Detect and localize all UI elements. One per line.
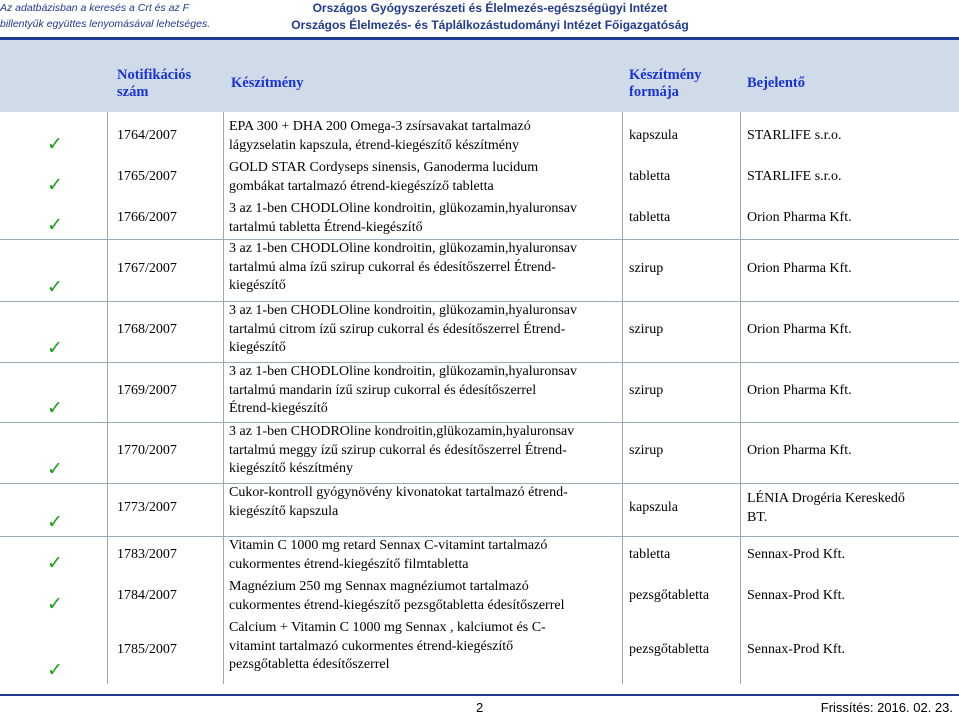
notifier: Orion Pharma Kft. <box>747 209 852 225</box>
column-header-notification-line1: Notifikációs <box>117 67 192 83</box>
product-description-line: 3 az 1-ben CHODROline kondroitin,glükozamin,hyaluronsav <box>229 424 575 439</box>
checkmark-icon: ✓ <box>47 337 63 359</box>
notifier: Orion Pharma Kft. <box>747 322 852 337</box>
column-header-form-line1: Készítmény <box>629 67 702 83</box>
product-description-line: Cukor-kontroll gyógynövény kivonatokat tartalmazó étrend- <box>229 485 568 500</box>
product-form: kapszula <box>629 128 678 143</box>
institute-title-line2: Országos Élelmezés- és Táplálkozástudományi Intézet Főigazgatóság <box>291 18 689 32</box>
product-description-line: pezsgőtabletta édesítőszerrel <box>229 657 390 672</box>
product-description-line: 3 az 1-ben CHODLOline kondroitin, glükozamin,hyaluronsav <box>229 201 577 216</box>
product-description-line: tartalmú citrom ízű szirup cukorral és édesítőszerrel Étrend- <box>229 321 566 337</box>
product-description-line: GOLD STAR Cordyseps sinensis, Ganoderma lucidum <box>229 160 539 175</box>
checkmark-icon: ✓ <box>47 659 63 681</box>
notifier: Sennax-Prod Kft. <box>747 588 845 603</box>
notifier: Sennax-Prod Kft. <box>747 641 845 657</box>
notification-number: 1764/2007 <box>117 128 177 143</box>
footer-divider <box>0 694 959 696</box>
checkmark-icon: ✓ <box>47 133 63 155</box>
product-form: pezsgőtabletta <box>629 641 710 657</box>
notifier-line1: LÉNIA Drogéria Kereskedő <box>747 491 905 506</box>
notification-number: 1783/2007 <box>117 547 177 562</box>
checkmark-icon: ✓ <box>47 397 63 419</box>
product-form: szirup <box>629 443 664 458</box>
column-header-product: Készítmény <box>231 75 304 91</box>
product-description-line: Calcium + Vitamin C 1000 mg Sennax , kalciumot és C- <box>229 620 546 635</box>
column-header-notifier: Bejelentő <box>747 75 805 91</box>
product-description-line: 3 az 1-ben CHODLOline kondroitin, glükozamin,hyaluronsav <box>229 303 577 318</box>
notification-number: 1769/2007 <box>117 382 177 398</box>
checkmark-icon: ✓ <box>47 511 63 533</box>
product-description <box>229 484 619 521</box>
checkmark-icon: ✓ <box>47 214 63 236</box>
column-header-notification-line2: szám <box>117 84 149 100</box>
product-description-line: 3 az 1-ben CHODLOline kondroitin, glükozamin,hyaluronsav <box>229 241 577 256</box>
product-description-line: cukormentes étrend-kiegészítő pezsgőtabletta édesítőszerrel <box>229 597 565 613</box>
product-description-line: lágyzselatin kapszula, étrend-kiegészítő készítmény <box>229 137 520 153</box>
notifier: STARLIFE s.r.o. <box>747 128 842 143</box>
product-description-line: kiegészítő kapszula <box>229 503 339 519</box>
product-description-line: 3 az 1-ben CHODLOline kondroitin, glükozamin,hyaluronsav <box>229 364 577 379</box>
notification-number: 1785/2007 <box>117 641 177 657</box>
page-number: 2 <box>476 700 484 715</box>
notification-number: 1784/2007 <box>117 588 177 603</box>
notifier: Orion Pharma Kft. <box>747 382 852 398</box>
notification-number: 1768/2007 <box>117 322 177 337</box>
product-description-line: kiegészítő <box>229 340 286 355</box>
product-description-line: gombákat tartalmazó étrend-kiegészíző tabletta <box>229 178 494 194</box>
product-description <box>229 537 619 574</box>
column-header-form-line2: formája <box>629 84 679 100</box>
table-header <box>0 40 959 112</box>
product-description <box>229 240 619 296</box>
product-description-line: kiegészítő készítmény <box>229 461 354 476</box>
notification-number: 1770/2007 <box>117 443 177 458</box>
product-description <box>229 619 619 675</box>
notifier-line2: BT. <box>747 509 768 525</box>
checkmark-icon: ✓ <box>47 276 63 298</box>
product-description <box>229 200 619 237</box>
product-description-line: tartalmú mandarin ízű szirup cukorral és édesítőszerrel <box>229 382 537 398</box>
column-divider <box>223 112 224 684</box>
product-description-line: Étrend-kiegészítő <box>229 401 328 416</box>
checkmark-icon: ✓ <box>47 552 63 574</box>
product-form: kapszula <box>629 500 678 515</box>
notifier <box>747 490 905 527</box>
product-description-line: tartalmú alma ízű szirup cukorral és édesítőszerrel Étrend- <box>229 259 556 275</box>
product-form: tabletta <box>629 547 671 562</box>
product-description-line: EPA 300 + DHA 200 Omega-3 zsírsavakat tartalmazó <box>229 119 531 134</box>
product-form: tabletta <box>629 209 671 225</box>
product-description <box>229 423 619 479</box>
checkmark-icon: ✓ <box>47 593 63 615</box>
product-description <box>229 578 619 615</box>
product-description-line: kiegészítő <box>229 278 286 293</box>
institute-title <box>250 0 730 34</box>
column-divider <box>622 112 623 684</box>
product-description <box>229 363 619 419</box>
institute-title-line1: Országos Gyógyszerészeti és Élelmezés-egészségügyi Intézet <box>312 1 668 15</box>
notification-number: 1766/2007 <box>117 209 177 225</box>
column-header-notification-number <box>117 67 191 101</box>
search-hint-line1: Az adatbázisban a keresés a Crt és az F <box>0 2 190 14</box>
product-description-line: Vitamin C 1000 mg retard Sennax C-vitamint tartalmazó <box>229 538 548 553</box>
product-description-line: tartalmú meggy ízű szirup cukorral és édesítőszerrel Étrend- <box>229 442 567 458</box>
product-form: szirup <box>629 382 664 398</box>
column-header-form <box>629 67 701 101</box>
product-form: pezsgőtabletta <box>629 588 710 603</box>
product-description <box>229 118 619 155</box>
notifier: STARLIFE s.r.o. <box>747 169 842 184</box>
notification-number: 1767/2007 <box>117 260 177 276</box>
product-description-line: tartalmú tabletta Étrend-kiegészítő <box>229 219 423 235</box>
product-form: szirup <box>629 322 664 337</box>
product-description <box>229 159 619 196</box>
notifier: Sennax-Prod Kft. <box>747 547 845 562</box>
notifier: Orion Pharma Kft. <box>747 260 852 276</box>
product-form: tabletta <box>629 169 671 184</box>
checkmark-icon: ✓ <box>47 174 63 196</box>
notification-number: 1765/2007 <box>117 169 177 184</box>
product-description-line: cukormentes étrend-kiegészítő filmtabletta <box>229 556 469 572</box>
checkmark-icon: ✓ <box>47 458 63 480</box>
product-form: szirup <box>629 260 664 276</box>
column-divider <box>740 112 741 684</box>
refresh-date: Frissítés: 2016. 02. 23. <box>820 700 953 715</box>
notification-number: 1773/2007 <box>117 500 177 515</box>
notifier: Orion Pharma Kft. <box>747 443 852 458</box>
product-description-line: Magnézium 250 mg Sennax magnéziumot tartalmazó <box>229 579 529 594</box>
search-hint-line2: billentyűk együttes lenyomásával lehetséges. <box>0 18 211 30</box>
column-divider <box>107 112 108 684</box>
product-description-line: vitamint tartalmazó cukormentes étrend-kiegészítő <box>229 638 514 654</box>
product-description <box>229 302 619 358</box>
search-hint <box>0 0 210 32</box>
